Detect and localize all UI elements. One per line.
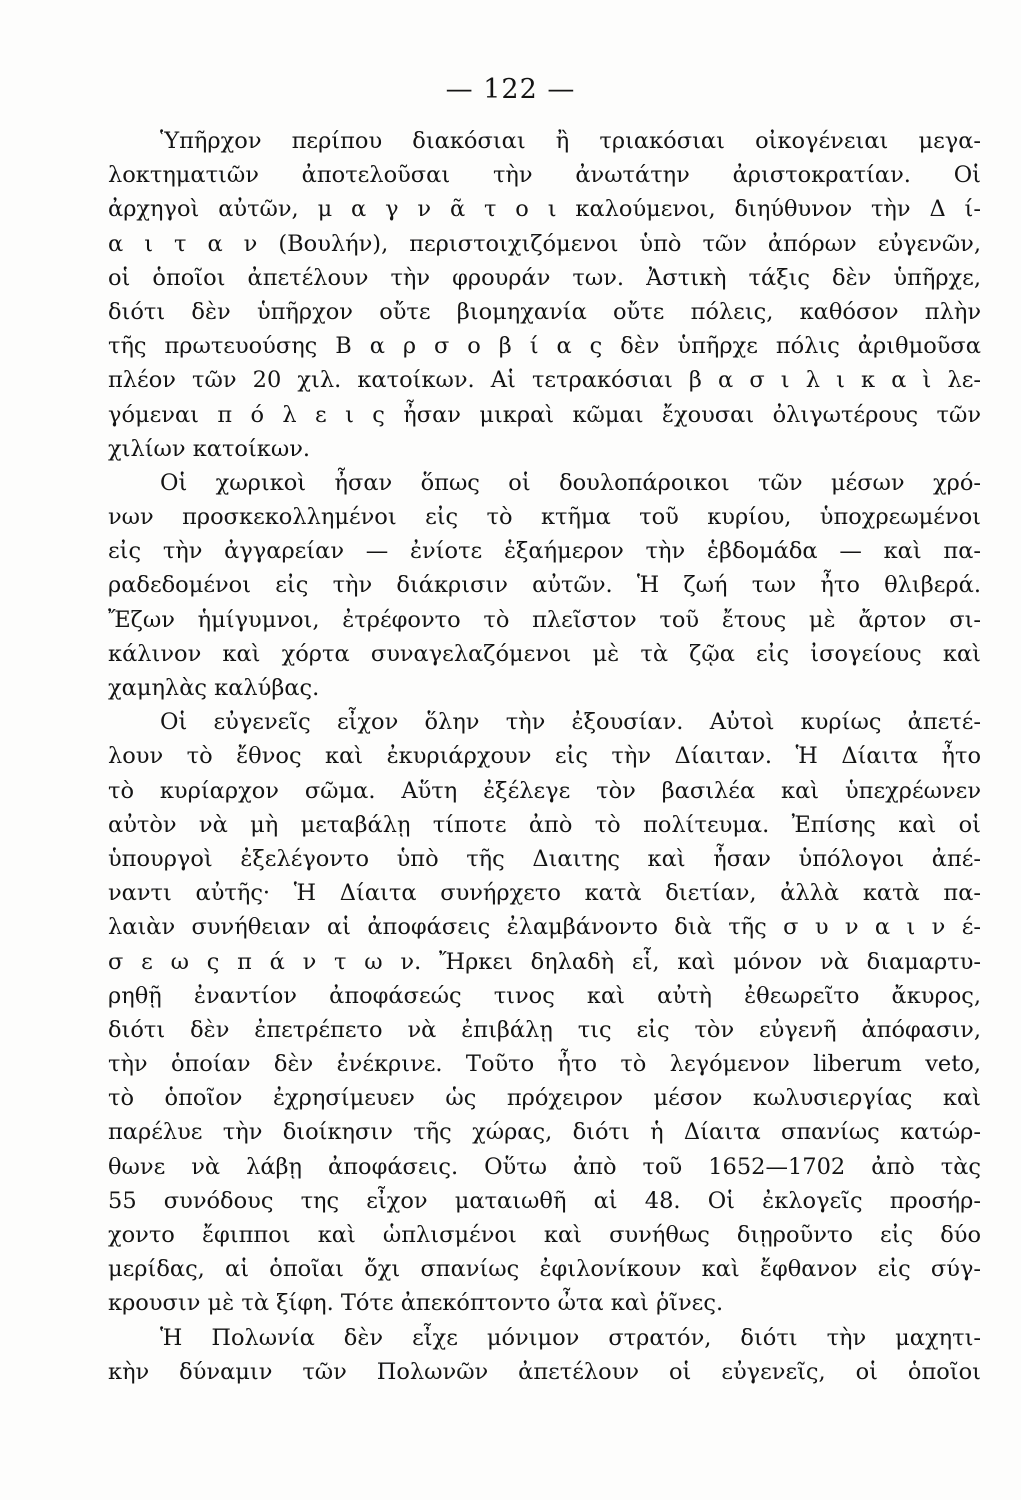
text-line: τὴν ὁποίαν δὲν ἐνέκρινε. Τοῦτο ἦτο τὸ λεγόμενον liberum veto, <box>108 1051 981 1078</box>
text-line: χαμηλὰς καλύβας. <box>108 675 320 701</box>
text-line: λοκτηματιῶν ἀποτελοῦσαι τὴν ἀνωτάτην ἀριστοκρατίαν. Οἱ <box>108 162 981 189</box>
text-line: Ἡ Πολωνία δὲν εἶχε μόνιμον στρατόν, διότι τὴν μαχητι- <box>160 1324 981 1351</box>
text-line: ρηθῇ ἐναντίον ἀποφάσεώς τινος καὶ αὐτὴ ἐθεωρεῖτο ἄκυρος, <box>108 982 981 1009</box>
body-text <box>108 124 981 1389</box>
page-number: — 122 — <box>445 74 576 105</box>
text-line: κρουσιν μὲ τὰ ξίφη. Τότε ἀπεκόπτοντο ὦτα καὶ ῥῖνες. <box>108 1290 724 1317</box>
text-line: ραδεδομένοι εἰς τὴν διάκρισιν αὐτῶν. Ἡ ζωή των ἦτο θλιβερά. <box>108 572 981 599</box>
text-line: σ ε ω ς π ά ν τ ω ν. Ἤρκει δηλαδὴ εἷ, καὶ μόνον νὰ διαμαρτυ- <box>108 948 981 975</box>
paragraph-1 <box>108 124 981 466</box>
text-line: τῆς πρωτευούσης Β α ρ σ ο β ί α ς δὲν ὑπῆρχε πόλις ἀριθμοῦσα <box>108 333 981 360</box>
text-line: χιλίων κατοίκων. <box>108 435 311 462</box>
text-line: διότι δὲν ὑπῆρχον οὔτε βιομηχανία οὔτε πόλεις, καθόσον πλὴν <box>108 298 981 325</box>
text-line: ὑπουργοὶ ἐξελέγοντο ὑπὸ τῆς Διαιτης καὶ ἦσαν ὑπόλογοι ἀπέ- <box>108 845 981 872</box>
text-line: πλέον τῶν 20 χιλ. κατοίκων. Αἱ τετρακόσιαι β α σ ι λ ι κ α ὶ λε- <box>108 367 981 394</box>
text-line: χοντο ἔφιπποι καὶ ὡπλισμένοι καὶ συνήθως διῃροῦντο εἰς δύο <box>108 1222 981 1248</box>
text-line: τὸ ὁποῖον ἐχρησίμευεν ὡς πρόχειρον μέσον κωλυσιεργίας καὶ <box>108 1085 981 1112</box>
paragraph-2 <box>108 466 981 705</box>
text-line: παρέλυε τὴν διοίκησιν τῆς χώρας, διότι ἡ Δίαιτα σπανίως κατώρ- <box>108 1119 981 1146</box>
text-line: τὸ κυρίαρχον σῶμα. Αὕτη ἐξέλεγε τὸν βασιλέα καὶ ὑπεχρέωνεν <box>108 777 981 804</box>
text-line: λαιὰν συνήθειαν αἱ ἀποφάσεις ἐλαμβάνοντο διὰ τῆς σ υ ν α ι ν έ- <box>108 914 981 941</box>
text-line: θωνε νὰ λάβῃ ἀποφάσεις. Οὕτω ἀπὸ τοῦ 1652—1702 ἀπὸ τὰς <box>108 1153 981 1180</box>
paragraph-3 <box>108 705 981 1320</box>
text-line: μερίδας, αἱ ὁποῖαι ὄχι σπανίως ἐφιλονίκουν καὶ ἔφθανον εἰς σύγ- <box>108 1256 981 1283</box>
text-line: διότι δὲν ἐπετρέπετο νὰ ἐπιβάλῃ τις εἰς τὸν εὐγενῆ ἀπόφασιν, <box>108 1016 981 1043</box>
text-line: Ἔζων ἡμίγυμνοι, ἐτρέφοντο τὸ πλεῖστον τοῦ ἔτους μὲ ἄρτον σι- <box>108 606 981 633</box>
text-line: λουν τὸ ἔθνος καὶ ἐκυριάρχουν εἰς τὴν Δίαιταν. Ἡ Δίαιτα ἦτο <box>108 743 981 770</box>
text-line: εἰς τὴν ἀγγαρείαν — ἐνίοτε ἑξαήμερον τὴν ἑβδομάδα — καὶ πα- <box>108 538 981 565</box>
text-line: ἀρχηγοὶ αὐτῶν, μ α γ ν ᾶ τ ο ι καλούμενοι, διηύθυνον τὴν Δ ί- <box>108 196 981 223</box>
text-line: αὐτὸν νὰ μὴ μεταβάλῃ τίποτε ἀπὸ τὸ πολίτευμα. Ἐπίσης καὶ οἱ <box>108 811 981 838</box>
text-line: οἱ ὁποῖοι ἀπετέλουν τὴν φρουράν των. Ἀστικὴ τάξις δὲν ὑπῆρχε, <box>108 264 981 291</box>
paragraph-4 <box>108 1321 981 1389</box>
text-line: ναντι αὐτῆς· Ἡ Δίαιτα συνήρχετο κατὰ διετίαν, ἀλλὰ κατὰ πα- <box>108 880 981 907</box>
text-line: 55 συνόδους της εἶχον ματαιωθῆ αἱ 48. Οἱ ἐκλογεῖς προσήρ- <box>108 1187 981 1214</box>
text-line: α ι τ α ν (Βουλήν), περιστοιχιζόμενοι ὑπὸ τῶν ἀπόρων εὐγενῶν, <box>108 230 981 257</box>
text-line: γόμεναι π ό λ ε ι ς ἦσαν μικραὶ κῶμαι ἔχουσαι ὀλιγωτέρους τῶν <box>108 401 981 428</box>
text-line: νων προσκεκολλημένοι εἰς τὸ κτῆμα τοῦ κυρίου, ὑποχρεωμένοι <box>108 504 981 531</box>
text-line: κὴν δύναμιν τῶν Πολωνῶν ἀπετέλουν οἱ εὐγενεῖς, οἱ ὁποῖοι <box>108 1358 981 1385</box>
text-line: κάλινον καὶ χόρτα συναγελαζόμενοι μὲ τὰ ζῷα εἰς ἰσογείους καὶ <box>108 640 981 667</box>
text-line: Οἱ εὐγενεῖς εἶχον ὅλην τὴν ἐξουσίαν. Αὐτοὶ κυρίως ἀπετέ- <box>160 709 981 736</box>
text-line: Οἱ χωρικοὶ ἦσαν ὅπως οἱ δουλοπάροικοι τῶν μέσων χρό- <box>160 469 981 496</box>
text-line: Ὑπῆρχον περίπου διακόσιαι ἢ τριακόσιαι οἰκογένειαι μεγα- <box>160 128 981 154</box>
